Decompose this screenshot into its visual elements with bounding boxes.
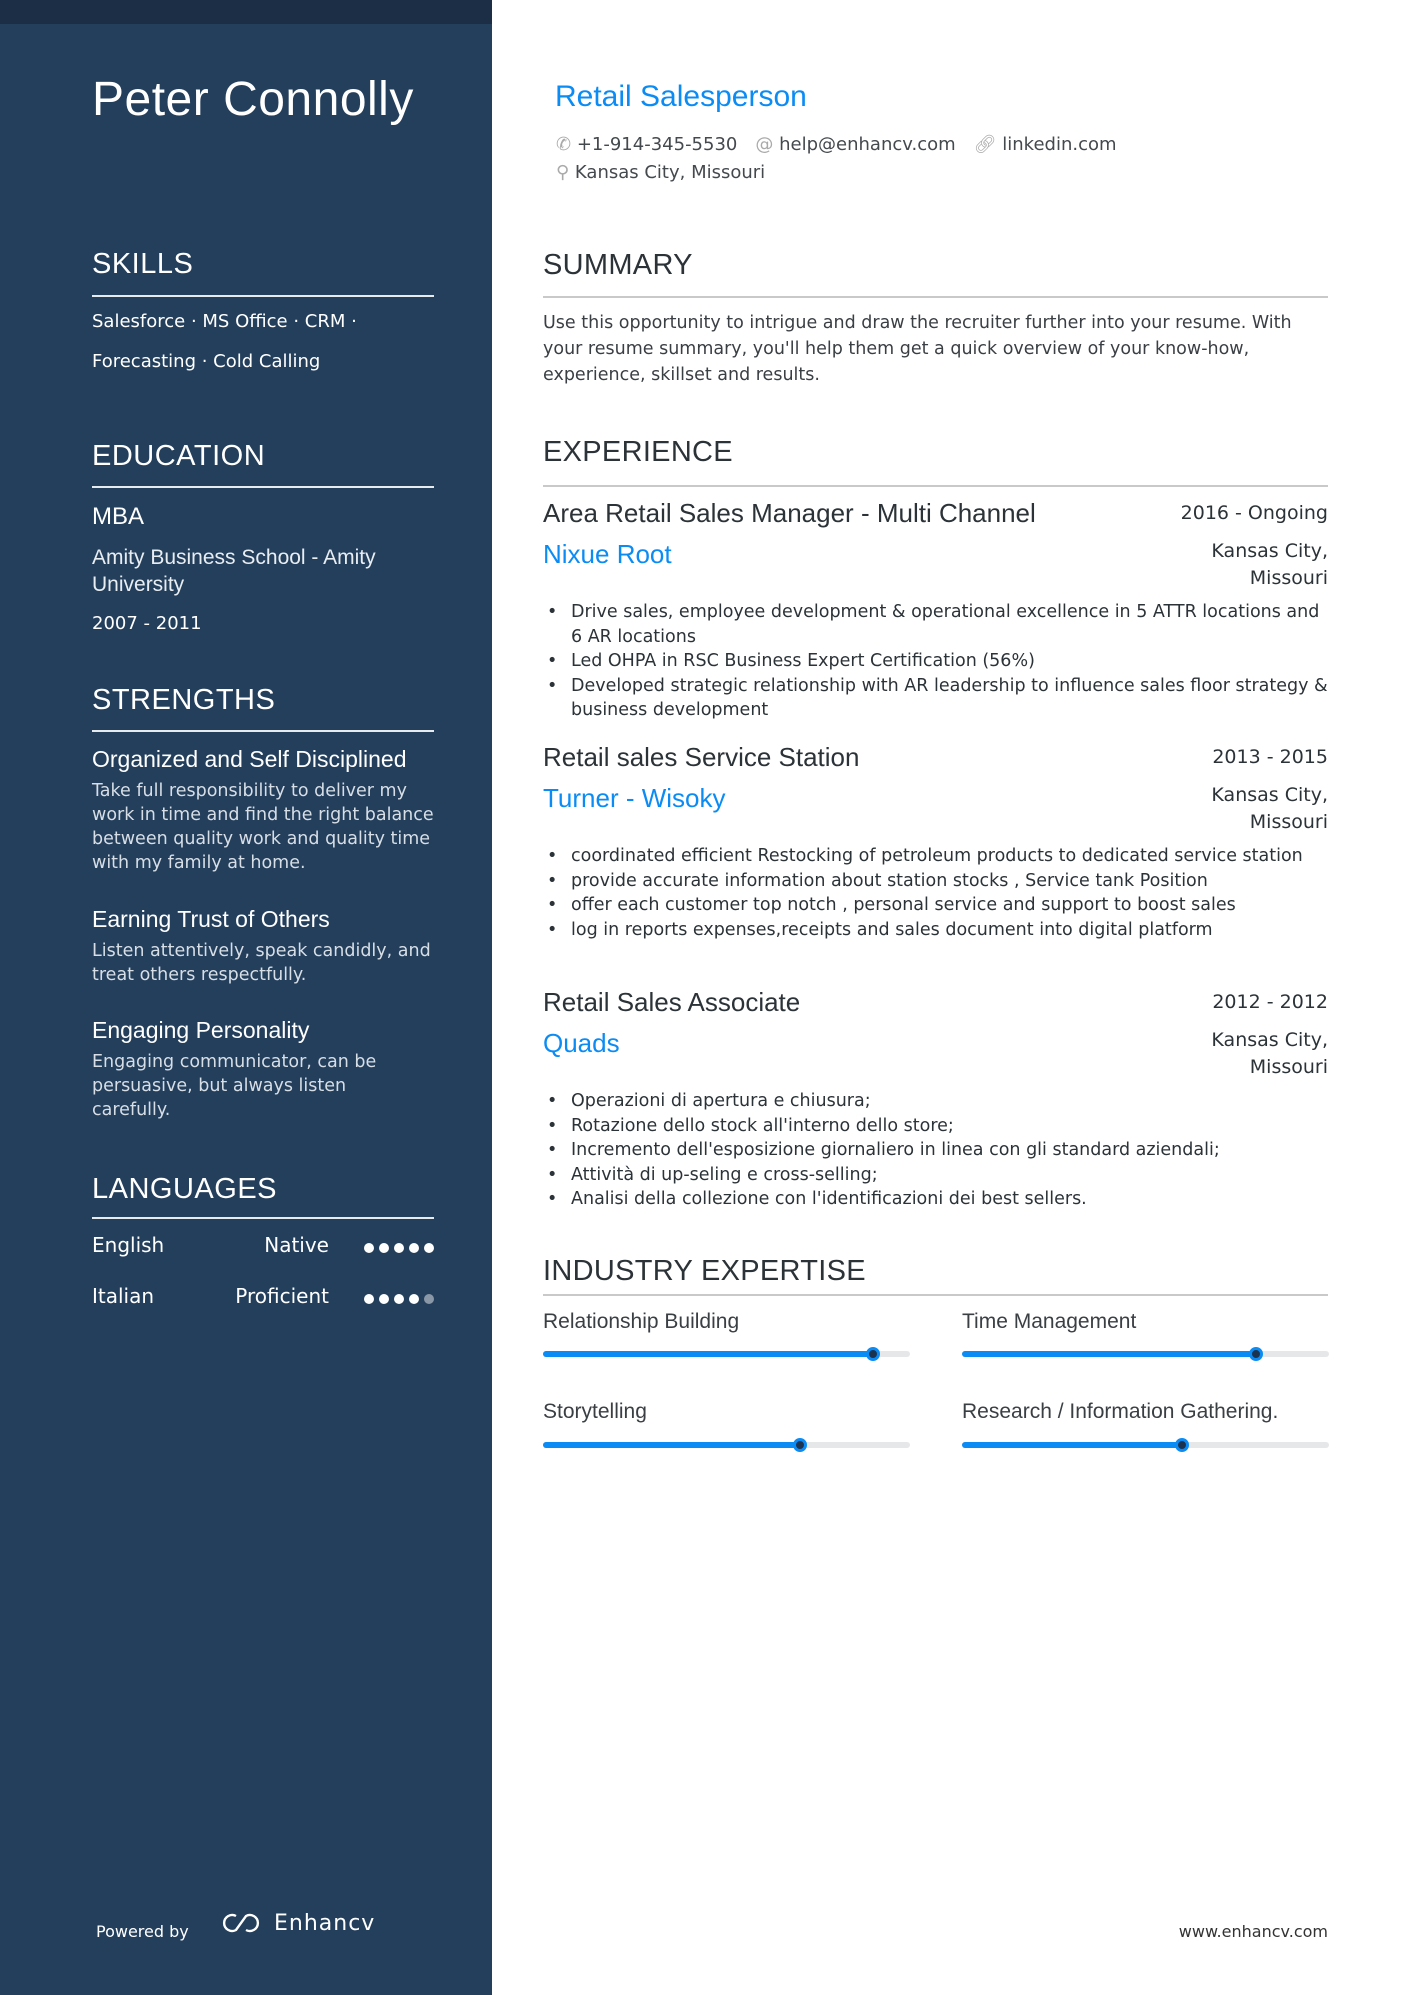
contact-row xyxy=(556,134,1117,155)
location-text: Kansas City, Missouri xyxy=(574,162,766,183)
experience-heading: EXPERIENCE xyxy=(543,436,733,468)
job-entry xyxy=(543,742,1328,942)
email-text[interactable]: help@enhancv.com xyxy=(779,134,956,155)
strength-desc: Listen attentively, speak candidly, and treat others respectfully. xyxy=(92,941,431,985)
strength-title: Organized and Self Disciplined xyxy=(92,746,407,772)
bullet-item: • Rotazione dello stock all'interno dello store; xyxy=(543,1114,1328,1139)
phone-icon: ✆ xyxy=(556,134,572,155)
strengths-heading: STRENGTHS xyxy=(92,684,276,716)
divider xyxy=(92,295,434,297)
location-line: Missouri xyxy=(1249,1056,1328,1078)
slider-knob xyxy=(793,1438,807,1452)
education-heading: EDUCATION xyxy=(92,440,266,472)
strength-desc: Engaging communicator, can be persuasive, but always listen carefully. xyxy=(92,1052,377,1120)
level-dot xyxy=(409,1294,419,1304)
phone-text: +1-914-345-5530 xyxy=(576,134,738,155)
school: Amity Business School - Amity University xyxy=(92,546,376,596)
industry-heading: INDUSTRY EXPERTISE xyxy=(543,1255,866,1287)
location-line: Kansas City, xyxy=(1211,540,1328,562)
sidebar xyxy=(0,0,492,1995)
skill-bar xyxy=(962,1442,1329,1448)
phone xyxy=(556,134,737,155)
divider xyxy=(543,1294,1328,1296)
candidate-name: Peter Connolly xyxy=(92,73,414,126)
powered-by: Powered by xyxy=(96,1922,189,1941)
level-dot xyxy=(364,1243,374,1253)
bullet-item: • coordinated efficient Restocking of petroleum products to dedicated service station xyxy=(543,844,1328,869)
position-title: Retail sales Service Station xyxy=(543,742,860,772)
slider-knob xyxy=(1175,1438,1189,1452)
strength-title: Earning Trust of Others xyxy=(92,906,330,932)
job-title-header: Retail Salesperson xyxy=(555,80,807,113)
enhancv-logo-icon xyxy=(216,1910,264,1936)
link-icon: 🔗︎ xyxy=(973,134,997,155)
bullet-item: • Incremento dell'esposizione giornaliero in linea con gli standard aziendali; xyxy=(543,1138,1328,1163)
job-dates: 2013 - 2015 xyxy=(1212,746,1328,768)
strength-item xyxy=(92,746,442,875)
bullet-item: • Drive sales, employee development & operational excellence in 5 ATTR locations and 6 AR locations xyxy=(543,600,1328,649)
job-location xyxy=(1211,782,1328,836)
bullet-list xyxy=(543,844,1328,942)
link[interactable] xyxy=(974,134,1117,155)
job-location xyxy=(1211,1027,1328,1081)
bullet-item: • Operazioni di apertura e chiusura; xyxy=(543,1089,1328,1114)
location-line: Kansas City, xyxy=(1211,784,1328,806)
location xyxy=(556,162,765,183)
level-dot xyxy=(424,1294,434,1304)
divider xyxy=(543,485,1328,487)
language-level: Proficient xyxy=(235,1284,329,1308)
company-name[interactable]: Quads xyxy=(543,1028,620,1058)
language-row xyxy=(92,1284,434,1314)
bullet-list xyxy=(543,600,1328,723)
company-name[interactable]: Nixue Root xyxy=(543,539,672,569)
slider-knob xyxy=(1249,1347,1263,1361)
language-row xyxy=(92,1233,434,1263)
strength-desc: Take full responsibility to deliver my work in time and find the right balance between quality work and quality time with my family at home. xyxy=(92,781,434,873)
level-dot xyxy=(409,1243,419,1253)
skill-bar xyxy=(543,1442,910,1448)
languages-heading: LANGUAGES xyxy=(92,1173,277,1205)
location-line: Kansas City, xyxy=(1211,1029,1328,1051)
skill-bar xyxy=(543,1351,910,1357)
divider xyxy=(92,486,434,488)
skills-line: Salesforce · MS Office · CRM · xyxy=(92,311,357,332)
degree: MBA xyxy=(92,503,145,530)
location-line: Missouri xyxy=(1249,567,1328,589)
skill-bar xyxy=(962,1351,1329,1357)
language-dots xyxy=(359,1238,434,1257)
skill-label: Storytelling xyxy=(543,1400,647,1423)
at-icon: @ xyxy=(755,134,774,155)
link-text[interactable]: linkedin.com xyxy=(1002,134,1117,155)
strength-item xyxy=(92,1017,412,1122)
level-dot xyxy=(424,1243,434,1253)
skill-label: Relationship Building xyxy=(543,1310,740,1333)
bullet-item: • offer each customer top notch , personal service and support to boost sales xyxy=(543,893,1328,918)
location-line: Missouri xyxy=(1249,811,1328,833)
job-location xyxy=(1211,538,1328,592)
level-dot xyxy=(379,1243,389,1253)
language-name: English xyxy=(92,1233,165,1257)
summary-heading: SUMMARY xyxy=(543,249,693,281)
job-entry xyxy=(543,498,1328,723)
skill-label: Time Management xyxy=(962,1310,1137,1333)
strength-title: Engaging Personality xyxy=(92,1017,310,1043)
email[interactable] xyxy=(755,134,955,155)
divider xyxy=(92,1217,434,1219)
language-level: Native xyxy=(264,1233,329,1257)
skill-label: Research / Information Gathering. xyxy=(962,1400,1279,1423)
job-dates: 2012 - 2012 xyxy=(1212,991,1328,1013)
strength-item xyxy=(92,906,442,987)
bullet-item: • Led OHPA in RSC Business Expert Certification (56%) xyxy=(543,649,1328,674)
skills-line: Forecasting · Cold Calling xyxy=(92,351,321,372)
divider xyxy=(92,730,434,732)
company-name[interactable]: Turner - Wisoky xyxy=(543,783,726,813)
enhancv-logo[interactable] xyxy=(216,1910,375,1936)
language-dots xyxy=(359,1289,434,1308)
summary-text: Use this opportunity to intrigue and draw the recruiter further into your resume. With your resume summary, you'll help them get a quick overview of your know-how, experience, skillset and results. xyxy=(543,313,1292,385)
position-title: Retail Sales Associate xyxy=(543,987,801,1017)
position-title: Area Retail Sales Manager - Multi Channel xyxy=(543,498,1036,528)
footer-url[interactable]: www.enhancv.com xyxy=(1178,1922,1328,1941)
brand-name: Enhancv xyxy=(274,1910,376,1936)
bullet-item: • provide accurate information about station stocks , Service tank Position xyxy=(543,869,1328,894)
bullet-list xyxy=(543,1089,1328,1212)
job-entry xyxy=(543,987,1328,1212)
level-dot xyxy=(364,1294,374,1304)
location-pin-icon: ⚲ xyxy=(556,162,570,183)
top-strip xyxy=(0,0,492,24)
skills-heading: SKILLS xyxy=(92,248,194,280)
job-dates: 2016 - Ongoing xyxy=(1180,502,1328,524)
level-dot xyxy=(394,1294,404,1304)
bullet-item: • Analisi della collezione con l'identificazioni dei best sellers. xyxy=(543,1187,1328,1212)
slider-knob xyxy=(866,1347,880,1361)
bullet-item: • log in reports expenses,receipts and sales document into digital platform xyxy=(543,918,1328,943)
language-name: Italian xyxy=(92,1284,155,1308)
level-dot xyxy=(379,1294,389,1304)
divider xyxy=(543,296,1328,298)
bullet-item: • Attività di up-seling e cross-selling; xyxy=(543,1163,1328,1188)
bullet-item: • Developed strategic relationship with AR leadership to influence sales floor strategy & business development xyxy=(543,674,1328,723)
education-dates: 2007 - 2011 xyxy=(92,613,202,634)
level-dot xyxy=(394,1243,404,1253)
